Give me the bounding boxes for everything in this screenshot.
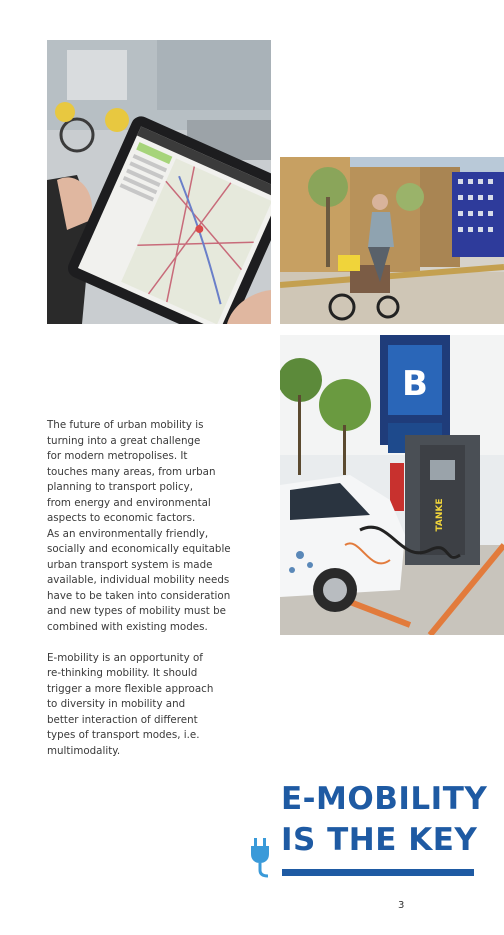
charger-brand-label: TANKE bbox=[435, 498, 445, 532]
text-line: types of transport modes, i.e. bbox=[47, 729, 200, 741]
text-line: The future of urban mobility is bbox=[47, 419, 204, 431]
text-line: better interaction of different bbox=[47, 713, 198, 726]
text-line: to diversity in mobility and bbox=[47, 698, 186, 710]
text-line: available, individual mobility needs bbox=[47, 574, 230, 586]
body-paragraph-1 bbox=[47, 418, 242, 635]
headline-underline bbox=[282, 869, 474, 876]
text-line: planning to transport policy, bbox=[47, 481, 194, 493]
headline-line-1: E-MOBILITY bbox=[281, 781, 488, 817]
text-line: socially and economically equitable bbox=[47, 543, 231, 555]
photo-ev-charging-station bbox=[280, 335, 504, 635]
text-line: trigger a more flexible approach bbox=[47, 682, 214, 695]
text-line: turning into a great challenge bbox=[47, 434, 201, 447]
body-text bbox=[47, 418, 242, 775]
body-paragraph-2 bbox=[47, 651, 242, 760]
text-line: As an environmentally friendly, bbox=[47, 527, 209, 540]
text-line: urban transport system is made bbox=[47, 558, 213, 571]
text-line: E-mobility is an opportunity of bbox=[47, 651, 203, 664]
text-line: from energy and environmental bbox=[47, 496, 211, 509]
headline-line-2: IS THE KEY bbox=[281, 822, 478, 858]
text-line: for modern metropolises. It bbox=[47, 450, 188, 462]
page-number: 3 bbox=[398, 900, 405, 911]
text-line: aspects to economic factors. bbox=[47, 512, 196, 524]
text-line: touches many areas, from urban bbox=[47, 465, 216, 478]
parking-sign-letter: B bbox=[402, 364, 428, 404]
electric-plug-icon bbox=[248, 838, 272, 878]
text-line: have to be taken into consideration bbox=[47, 589, 231, 602]
text-line: re-thinking mobility. It should bbox=[47, 667, 198, 679]
text-line: and new types of mobility must be bbox=[47, 605, 226, 617]
headline bbox=[281, 779, 501, 861]
text-line: multimodality. bbox=[47, 744, 121, 757]
photo-cargo-bike bbox=[280, 157, 504, 324]
text-line: combined with existing modes. bbox=[47, 620, 208, 633]
photo-tablet-map bbox=[47, 40, 271, 324]
